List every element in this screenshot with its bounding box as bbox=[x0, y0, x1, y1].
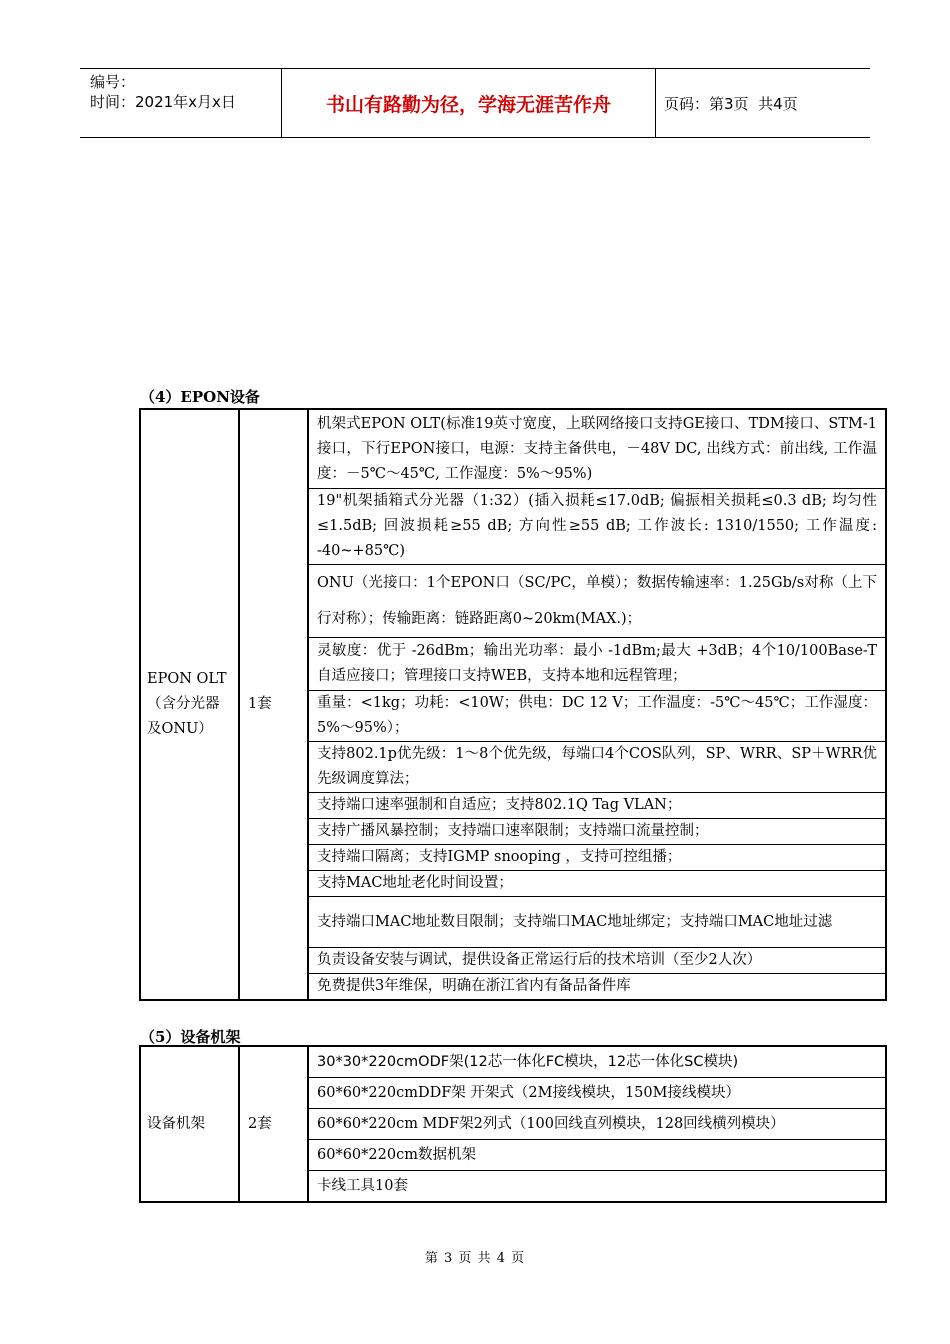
document-date: 时间：2021年x月x日 bbox=[90, 93, 236, 111]
spec-item: 卡线工具10套 bbox=[308, 1171, 886, 1203]
header-meta bbox=[80, 69, 281, 137]
spec-item: 60*60*220cm MDF架2列式（100回线直列模块，128回线横列模块） bbox=[308, 1109, 886, 1140]
spec-item: 支持端口MAC地址数目限制；支持端口MAC地址绑定；支持端口MAC地址过滤 bbox=[308, 897, 886, 948]
spec-item: 重量：<1kg；功耗：<10W；供电：DC 12 V；工作温度：-5℃～45℃；工作湿度：5%～95%）； bbox=[308, 691, 886, 742]
header-page-info bbox=[664, 69, 870, 137]
spec-item: 支持802.1p优先级：1～8个优先级，每端口4个COS队列，SP、WRR、SP＋WRR优先级调度算法； bbox=[308, 742, 886, 793]
section-title-epon: （4）EPON设备 bbox=[140, 388, 260, 406]
spec-item: 19"机架插箱式分光器（1:32）(插入损耗≤17.0dB; 偏振相关损耗≤0.3 dB; 均匀性≤1.5dB; 回波损耗≥55 dB; 方向性≥55 dB; 工作波长: 1310/1550; 工作温度: -40~+85℃) bbox=[308, 489, 886, 565]
quantity-cell: 2套 bbox=[239, 1046, 308, 1202]
device-name-cell: EPON OLT（含分光器及ONU） bbox=[140, 409, 239, 1000]
page-footer: 第 3 页 共 4 页 bbox=[424, 1251, 526, 1266]
spec-item: 支持MAC地址老化时间设置； bbox=[308, 871, 886, 897]
header-motto: 书山有路勤为径，学海无涯苦作舟 bbox=[281, 69, 656, 137]
section-title-rack: （5）设备机架 bbox=[140, 1028, 241, 1046]
table-row bbox=[140, 409, 886, 489]
epon-spec-table bbox=[139, 408, 887, 1001]
spec-item: 60*60*220cm数据机架 bbox=[308, 1140, 886, 1171]
spec-item: 负责设备安装与调试，提供设备正常运行后的技术培训（至少2人次） bbox=[308, 948, 886, 974]
spec-item: 支持广播风暴控制；支持端口速率限制；支持端口流量控制； bbox=[308, 819, 886, 845]
device-name-cell: 设备机架 bbox=[140, 1046, 239, 1202]
quantity-cell: 1套 bbox=[239, 409, 308, 1000]
spec-item: ONU（光接口：1个EPON口（SC/PC，单模）；数据传输速率：1.25Gb/s对称（上下行对称）；传输距离：链路距离0~20km(MAX.)； bbox=[308, 565, 886, 638]
table-row bbox=[140, 1046, 886, 1078]
spec-item: 免费提供3年维保，明确在浙江省内有备品备件库 bbox=[308, 974, 886, 1001]
rack-spec-table bbox=[139, 1045, 887, 1203]
spec-item: 30*30*220cmODF架(12芯一体化FC模块，12芯一体化SC模块) bbox=[308, 1046, 886, 1078]
document-number-label: 编号： bbox=[90, 73, 136, 91]
spec-item: 机架式EPON OLT(标准19英寸宽度，上联网络接口支持GE接口、TDM接口、STM-1接口，下行EPON接口，电源：支持主备供电，－48V DC, 出线方式：前出线, 工作温度：－5℃～45℃, 工作湿度：5%～95%) bbox=[308, 409, 886, 489]
page-header bbox=[80, 68, 870, 138]
header-page-text: 页码：第3页 共4页 bbox=[664, 94, 798, 113]
spec-item: 60*60*220cmDDF架 开架式（2M接线模块，150M接线模块） bbox=[308, 1078, 886, 1109]
spec-item: 支持端口隔离；支持IGMP snooping ，支持可控组播； bbox=[308, 845, 886, 871]
spec-item: 支持端口速率强制和自适应；支持802.1Q Tag VLAN； bbox=[308, 793, 886, 819]
spec-item: 灵敏度：优于 -26dBm；输出光功率：最小 -1dBm;最大 +3dB；4个10/100Base-T自适应接口；管理接口支持WEB，支持本地和远程管理； bbox=[308, 638, 886, 691]
